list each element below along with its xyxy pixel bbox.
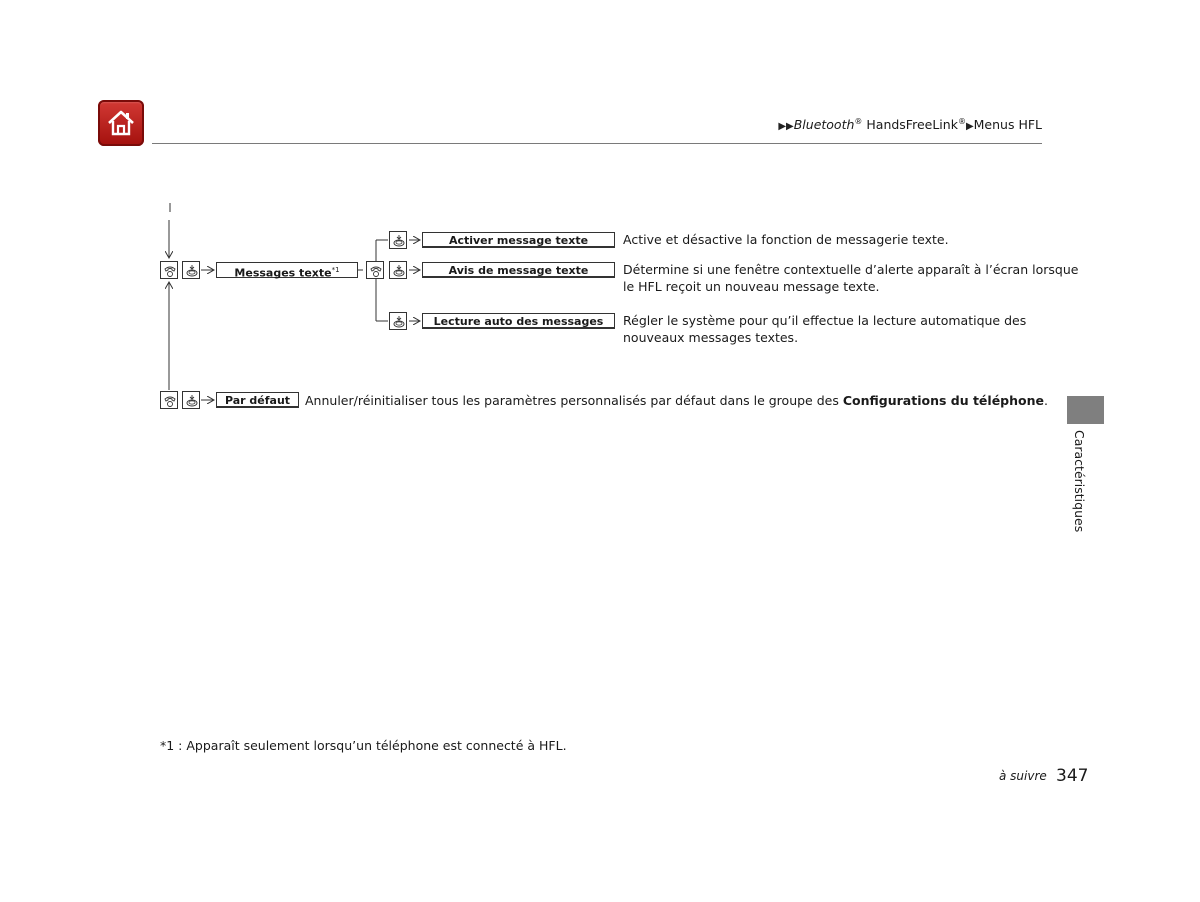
menu-item-label: Lecture auto des messages bbox=[433, 315, 604, 328]
description-lecture-auto bbox=[623, 312, 1026, 346]
description-text: . bbox=[1043, 393, 1048, 408]
menu-item-messages-texte[interactable] bbox=[216, 262, 358, 278]
registered-mark: ® bbox=[957, 117, 966, 126]
phone-icon bbox=[366, 261, 384, 279]
description-line: Détermine si une fenêtre contextuelle d’alerte apparaît à l’écran lorsque bbox=[623, 262, 1079, 277]
phone-icon bbox=[160, 391, 178, 409]
breadcrumb-arrow-icon: ▶ bbox=[965, 121, 974, 133]
footnote-ref: *1 bbox=[331, 266, 340, 274]
menu-item-label: Avis de message texte bbox=[448, 264, 589, 277]
selector-knob-icon bbox=[182, 261, 200, 279]
description-activer: Active et désactive la fonction de messagerie texte. bbox=[623, 232, 949, 247]
menu-item-avis-de-message-texte[interactable] bbox=[422, 262, 615, 278]
menu-item-label: Messages texte bbox=[234, 266, 332, 280]
phone-icon bbox=[160, 261, 178, 279]
description-line: Régler le système pour qu’il effectue la lecture automatique des bbox=[623, 313, 1027, 328]
description-par-defaut bbox=[305, 392, 1048, 409]
menu-item-label: Par défaut bbox=[224, 394, 291, 407]
breadcrumb-part-3: Menus HFL bbox=[973, 117, 1042, 133]
description-avis bbox=[623, 261, 1078, 295]
menu-item-lecture-auto-des-messages[interactable] bbox=[422, 313, 615, 329]
description-line: nouveaux messages textes. bbox=[623, 330, 799, 345]
selector-knob-icon bbox=[389, 312, 407, 330]
menu-item-activer-message-texte[interactable] bbox=[422, 232, 615, 248]
breadcrumb-part-2: HandsFreeLink bbox=[862, 117, 958, 133]
selector-knob-icon bbox=[389, 261, 407, 279]
breadcrumb-part-1: Bluetooth bbox=[793, 117, 855, 133]
selector-knob-icon bbox=[389, 231, 407, 249]
menu-item-par-defaut[interactable] bbox=[216, 392, 299, 408]
section-tab-label: Caractéristiques bbox=[1072, 430, 1087, 533]
page-number: 347 bbox=[1056, 766, 1089, 786]
footnote: *1 : Apparaît seulement lorsqu’un téléphone est connecté à HFL. bbox=[160, 738, 567, 753]
description-line: le HFL reçoit un nouveau message texte. bbox=[623, 279, 880, 294]
section-tab-marker bbox=[1067, 396, 1104, 424]
selector-knob-icon bbox=[182, 391, 200, 409]
menu-item-label: Activer message texte bbox=[448, 234, 589, 247]
continued-label: à suivre bbox=[999, 769, 1047, 783]
breadcrumb-arrow-icon: ▶▶ bbox=[778, 121, 794, 133]
description-text: Annuler/réinitialiser tous les paramètres personnalisés par défaut dans le groupe des bbox=[305, 393, 843, 408]
description-emphasis: Configurations du téléphone bbox=[842, 393, 1044, 408]
registered-mark: ® bbox=[854, 117, 863, 126]
